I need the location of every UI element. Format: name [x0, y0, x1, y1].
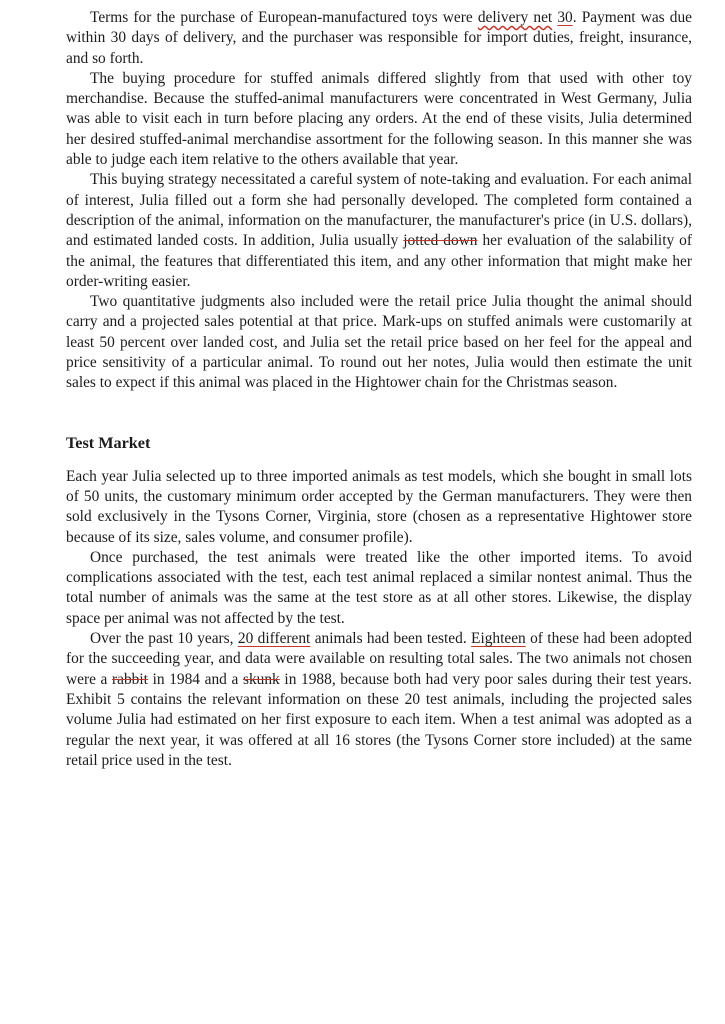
text-run: her evaluation of the salability of the animal, the features that differentiated this item, and any other information that might make her order-writing easier.	[66, 232, 692, 290]
text-run: . Payment was due within 30 days of delivery, and the purchaser was responsible for import duties, freight, insurance, and so forth.	[66, 9, 692, 67]
text-run: in 1984 and a	[147, 670, 243, 688]
annotated-phrase: 20 different	[237, 630, 311, 648]
text-run: This buying strategy necessitated a careful system of note-taking and evaluation. For each animal of interest, Julia filled out a form she had personally developed. The completed form contained a description of the animal, information on the manufacturer, the manufacturer's price (in U.S. dollars), and estimated landed costs. In addition, Julia usually	[66, 171, 692, 250]
annotated-phrase: 30	[557, 9, 573, 26]
text-run: of these had been adopted for the succeeding year, and data were available on resulting total sales. The two animals not chosen were a	[66, 630, 692, 688]
paragraph-test-animals-treatment: Once purchased, the test animals were treated like the other imported items. To avoid complications associated with the test, each test animal replaced a similar nontest animal. Thus the total number of animals was the same at the test store as at all other stores. Likewise, the display space per animal was not affected by the test.	[66, 548, 692, 627]
text-run: in 1988, because both had very poor sales during their test years. Exhibit 5 contains the relevant information on these 20 test animals, including the projected sales volume Julia had estimated on her first exposure to each item. When a test animal was adopted as a regular the next year, it was offered at all 16 stores (the Tysons Corner store included) at the same retail price used in the test.	[66, 670, 692, 769]
paragraph-buying-strategy	[66, 170, 692, 292]
annotated-phrase: jotted down	[403, 232, 478, 250]
text-run: Terms for the purchase of European-manufactured toys were	[90, 9, 478, 26]
paragraph-buying-procedure: The buying procedure for stuffed animals differed slightly from that used with other toy merchandise. Because the stuffed-animal manufacturers were concentrated in West Germany, Julia was able to visit each in turn before placing any orders. At the end of these visits, Julia determined her desired stuffed-animal merchandise assortment for the following season. In this manner she was able to judge each item relative to the others available that year.	[66, 69, 692, 169]
paragraph-quantitative-judgments: Two quantitative judgments also included were the retail price Julia thought the animal should carry and a projected sales potential at that price. Mark-ups on stuffed animals were customarily at least 50 percent over landed cost, and Julia set the retail price based on her feel for the appeal and price sensitivity of a particular animal. To round out her notes, Julia would then estimate the unit sales to expect if this animal was placed in the Hightower chain for the Christmas season.	[66, 293, 692, 392]
annotated-phrase: delivery net	[477, 9, 553, 26]
document-page	[66, 8, 692, 771]
annotated-phrase: rabbit	[112, 670, 148, 688]
annotated-phrase: Eighteen	[471, 630, 526, 648]
section-heading-test-market: Test Market	[66, 433, 151, 452]
paragraph-payment-terms	[66, 8, 692, 69]
paragraph-test-models: Each year Julia selected up to three imported animals as test models, which she bought in small lots of 50 units, the customary minimum order accepted by the German manufacturers. They were then sold exclusively in the Tysons Corner, Virginia, store (chosen as a representative Hightower store because of its size, sales volume, and consumer profile).	[66, 467, 692, 546]
annotated-phrase: skunk	[242, 670, 280, 688]
text-run: Over the past 10 years,	[90, 630, 238, 648]
paragraph-test-history	[66, 629, 692, 771]
text-run: animals had been tested.	[310, 630, 472, 648]
